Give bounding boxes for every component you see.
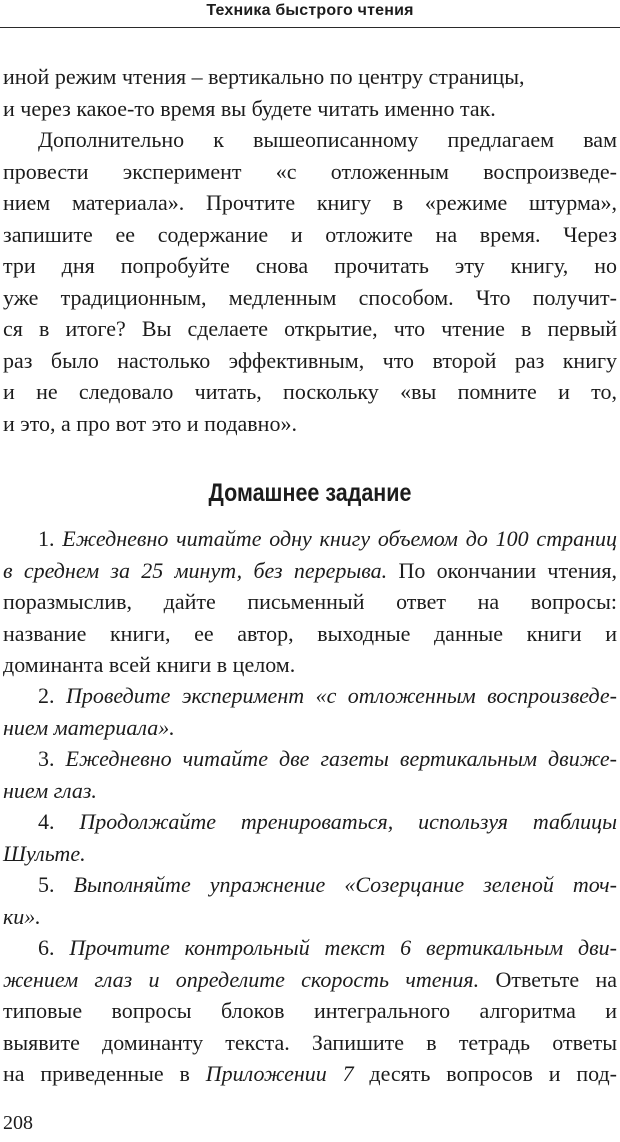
text-line: Дополнительно к вышеописанному предлагаем вам <box>38 127 617 152</box>
task-instruction: нием глаз. <box>3 777 97 803</box>
task-instruction: в среднем за 25 минут, без перерыва. <box>3 557 388 583</box>
appendix-reference: Приложении 7 <box>205 1061 354 1086</box>
text-line: и через какое-то время вы будете читать именно так. <box>3 95 496 121</box>
task-line: выявите доминанту текста. Запишите в тетрадь ответы <box>3 1029 617 1055</box>
task-line: типовые вопросы блоков интегрального алгоритма и <box>3 998 617 1023</box>
page-number: 208 <box>3 1112 33 1134</box>
text-line: раз было настолько эффективным, что второй раз книгу <box>3 347 617 373</box>
task-number: 1. <box>38 526 55 551</box>
task-instruction: Шульте. <box>3 840 86 866</box>
task-line <box>3 964 617 996</box>
task-line <box>3 523 617 555</box>
task-text: По окончании чтения, <box>398 557 617 583</box>
task-line <box>3 932 617 964</box>
task-line: название книги, ее автор, выходные данные книги и <box>3 620 617 646</box>
task-1 <box>3 523 617 681</box>
task-6 <box>3 932 617 1090</box>
task-text: на приведенные в <box>3 1061 190 1086</box>
task-instruction: Проведите эксперимент «с отложенным воспроизведе- <box>65 683 617 708</box>
text-line: провести эксперимент «с отложенным воспроизведе- <box>3 158 617 184</box>
task-line <box>3 806 617 838</box>
task-text: Ответьте на <box>495 966 617 992</box>
task-instruction: ки». <box>3 903 41 929</box>
task-number: 2. <box>38 683 55 708</box>
task-5 <box>3 869 617 932</box>
task-4 <box>3 806 617 869</box>
task-number: 4. <box>38 809 55 834</box>
task-instruction: нием материала». <box>3 714 175 740</box>
running-head: Техника быстрого чтения <box>206 2 414 19</box>
task-line <box>3 680 617 712</box>
task-line <box>3 1058 617 1090</box>
task-number: 5. <box>38 872 55 897</box>
header-rule <box>0 27 620 28</box>
section-heading: Домашнее задание <box>208 479 412 507</box>
text-line: ся в итоге? Вы сделаете открытие, что чтение в первый <box>3 316 617 341</box>
task-instruction: Прочтите контрольный текст 6 вертикальным дви- <box>69 935 617 960</box>
task-text: десять вопросов и под- <box>369 1061 618 1086</box>
task-instruction: жением глаз и определите скорость чтения. <box>3 966 480 992</box>
text-line: и это, а про вот это и подавно». <box>3 410 297 436</box>
task-number: 6. <box>38 935 55 960</box>
task-instruction: Ежедневно читайте одну книгу объемом до 100 страниц <box>62 526 617 551</box>
paragraph-experiment <box>3 124 617 439</box>
text-line: уже традиционным, медленным способом. Что получит- <box>3 284 617 310</box>
text-line: иной режим чтения – вертикально по центру страницы, <box>3 64 525 89</box>
text-line: три дня попробуйте снова прочитать эту книгу, но <box>3 253 617 278</box>
text-line: нием материала». Прочтите книгу в «режиме штурма», <box>3 190 617 215</box>
task-instruction: Выполняйте упражнение «Созерцание зеленой точ- <box>73 872 617 897</box>
task-line <box>3 555 617 587</box>
task-line <box>3 743 617 775</box>
task-2 <box>3 680 617 743</box>
task-line: доминанта всей книги в целом. <box>3 652 296 677</box>
task-instruction: Ежедневно читайте две газеты вертикальным движе- <box>65 746 617 771</box>
paragraph-continuation <box>3 61 617 124</box>
task-line: поразмыслив, дайте письменный ответ на вопросы: <box>3 589 617 614</box>
task-3 <box>3 743 617 806</box>
task-number: 3. <box>38 746 55 771</box>
text-line: и не следовало читать, поскольку «вы помните и то, <box>3 379 617 404</box>
task-instruction: Продолжайте тренироваться, используя таблицы <box>79 809 618 834</box>
task-line <box>3 869 617 901</box>
text-line: запишите ее содержание и отложите на время. Через <box>3 221 617 247</box>
